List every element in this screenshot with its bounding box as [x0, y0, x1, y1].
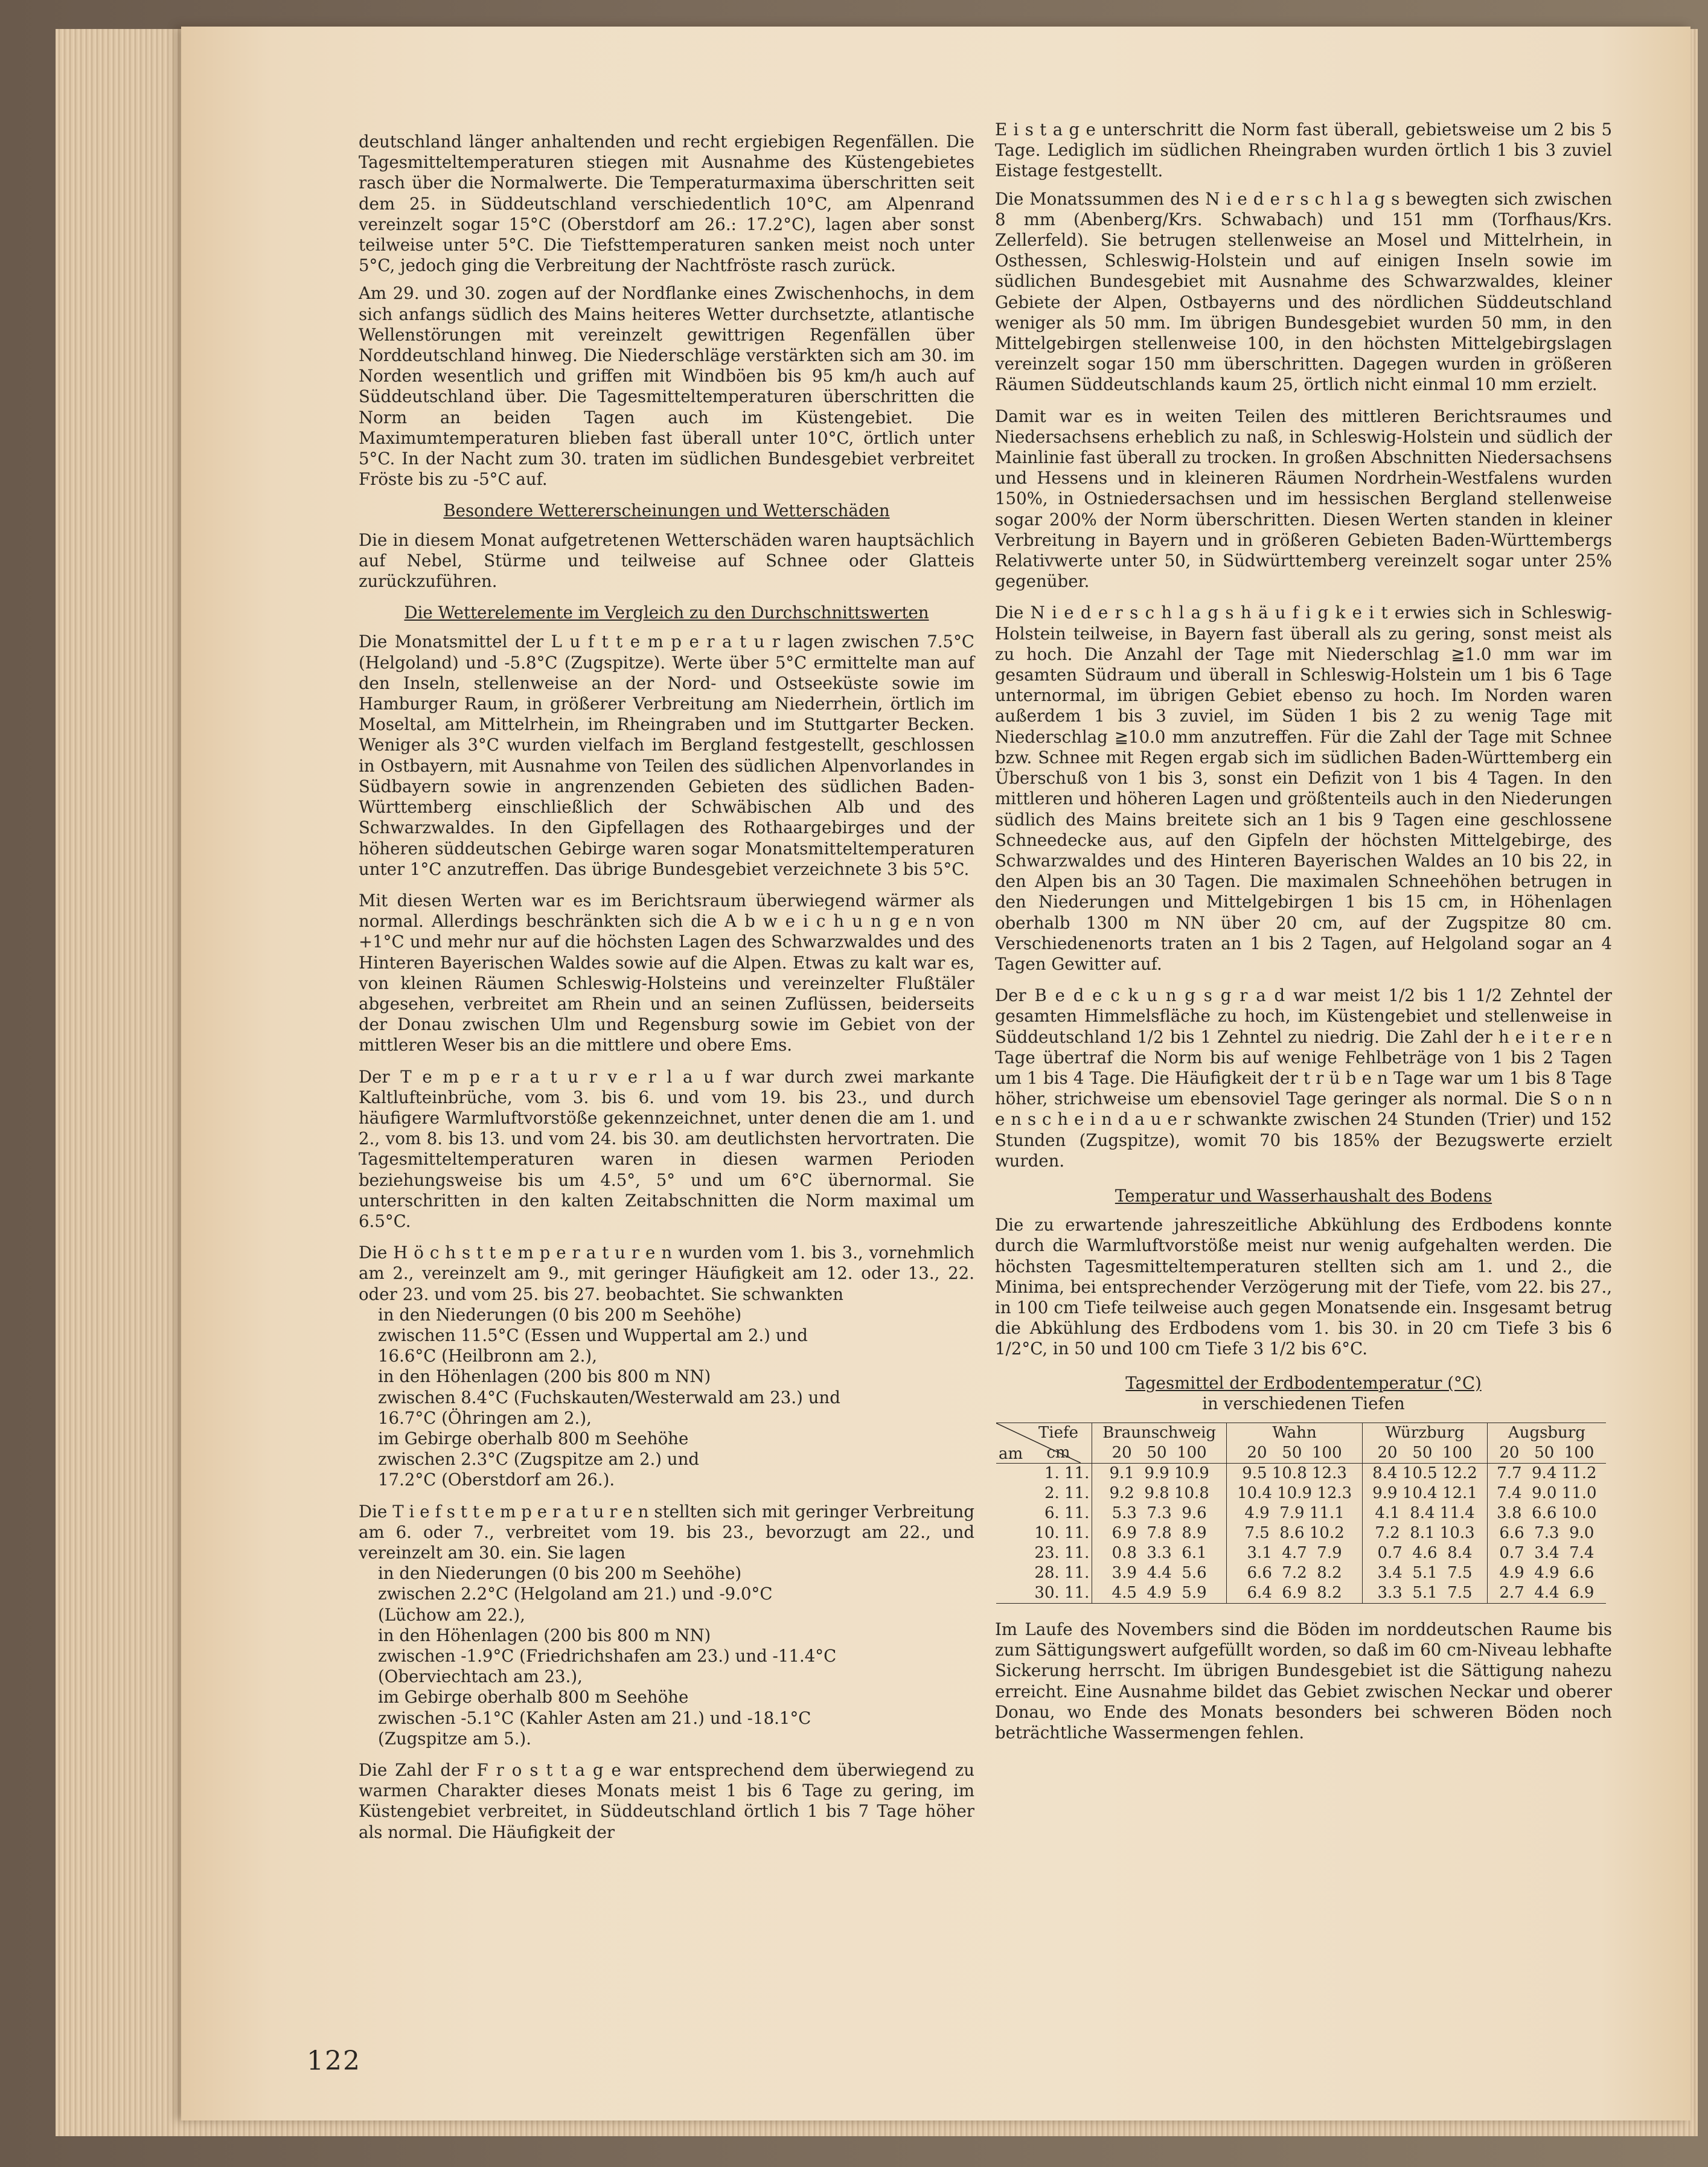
paragraph: Die H ö c h s t t e m p e r a t u r e n wurden vom 1. bis 3., vornehmlich am 2., vereinzelt am 9., mit geringer Häufigkeit am 12. oder 13., 22. oder 23. und vom 25. bis 27. beobachtet. Sie schwankten — [359, 1243, 974, 1304]
value-cell: 7.5 8.6 10.2 — [1226, 1523, 1362, 1543]
value-cell: 9.5 10.8 12.3 — [1226, 1463, 1362, 1484]
page-number: 122 — [307, 2046, 361, 2076]
list-line: in den Niederungen (0 bis 200 m Seehöhe) — [378, 1563, 742, 1584]
list-line: in den Niederungen (0 bis 200 m Seehöhe) — [378, 1304, 742, 1325]
table-row — [996, 1503, 1606, 1523]
paragraph: Der T e m p e r a t u r v e r l a u f war durch zwei markante Kaltlufteinbrüche, vom 3. bis 6. und vom 19. bis 23., und durch häufigere Warmluftvorstöße gekennzeichnet, unter denen die am 1. und 2., vom 8. bis 13. und vom 24. bis 30. am deutlichsten hervortraten. Die Tagesmitteltemperaturen waren in diesen warmen Perioden beziehungsweise bis um 4.5°, 5° und um 6°C übernormal. Sie unterschritten in den kalten Zeitabschnitten die Norm maximal um 6.5°C. — [359, 1066, 974, 1231]
corner-depth-text: Tiefe — [1038, 1423, 1078, 1442]
value-cell: 3.1 4.7 7.9 — [1226, 1543, 1362, 1563]
date-cell: 30. 11. — [996, 1583, 1092, 1604]
list-line: in den Höhenlagen (200 bis 800 m NN) — [378, 1366, 711, 1387]
corner-date-label: am — [999, 1444, 1023, 1463]
value-cell: 6.6 7.3 9.0 — [1487, 1523, 1606, 1543]
corner-depth-label — [1038, 1423, 1078, 1463]
paragraph: Die Zahl der F r o s t t a g e war entsprechend dem überwiegend zu warmen Charakter dieses Monats meist 1 bis 6 Tage zu gering, im Küstengebiet verbreitet, in Süddeutschland örtlich 1 bis 7 Tage höher als normal. Die Häufigkeit der — [359, 1760, 974, 1842]
table-corner — [996, 1423, 1092, 1463]
date-cell: 2. 11. — [1044, 1484, 1090, 1502]
value-cell: 8.4 10.5 12.2 — [1363, 1463, 1488, 1484]
left-column — [359, 132, 974, 1854]
value-cell: 6.9 7.8 8.9 — [1092, 1523, 1227, 1543]
value-cell: 3.3 5.1 7.5 — [1363, 1583, 1488, 1604]
list-line: 17.2°C (Oberstdorf am 26.). — [378, 1470, 615, 1490]
paragraph: Am 29. und 30. zogen auf der Nordflanke eines Zwischenhochs, in dem sich anfangs südlich des Mains heiteres Wetter durchsetzte, atlantische Wellenstörungen mit vereinzelt gewittrigen Regenfällen über Norddeutschland hinweg. Die Niederschläge verstärkten sich am 30. im Norden wesentlich und griffen mit Windböen bis 95 km/h auch auf Süddeutschland über. Die Tagesmitteltemperaturen überschritten die Norm an beiden Tagen auch im Küstengebiet. Die Maximumtemperaturen blieben fast überall unter 10°C, örtlich unter 5°C. In der Nacht zum 30. traten im südlichen Bundesgebiet verbreitet Fröste bis zu -5°C auf. — [359, 283, 974, 490]
paragraph: Die in diesem Monat aufgetretenen Wetterschäden waren hauptsächlich auf Nebel, Stürme und teilweise auf Schnee oder Glatteis zurückzuführen. — [359, 530, 974, 592]
list-line: im Gebirge oberhalb 800 m Seehöhe — [378, 1428, 689, 1448]
paragraph: Mit diesen Werten war es im Berichtsraum überwiegend wärmer als normal. Allerdings beschränkten sich die A b w e i c h u n g e n von +1°C und mehr nur auf die höchsten Lagen des Schwarzwaldes und des Hinteren Bayerischen Waldes sowie auf die Alpen. Etwas zu kalt war es, von kleinen Räumen Schleswig-Holsteins und vereinzelter Flußtäler abgesehen, verbreitet am Rhein und an seinen Zuflüssen, beiderseits der Donau zwischen Ulm und Regensburg sowie im Gebiet von der mittleren Weser bis an die mittlere und obere Ems. — [359, 890, 974, 1055]
paragraph: deutschland länger anhaltenden und recht ergiebigen Regenfällen. Die Tagesmitteltemperaturen stiegen mit Ausnahme des Küstengebietes rasch über die Normalwerte. Die Temperaturmaxima überschritten seit dem 25. in Süddeutschland verschiedentlich 10°C, am Alpenrand vereinzelt sogar 15°C (Oberstdorf am 26.: 17.2°C), lagen aber sonst teilweise unter 5°C. Die Tiefsttemperaturen sanken meist noch unter 5°C, jedoch ging die Verbreitung der Nachtfröste rasch zurück. — [359, 132, 974, 276]
table-subtitle: in verschiedenen Tiefen — [1202, 1393, 1405, 1413]
value-cell: 7.7 9.4 11.2 — [1487, 1463, 1606, 1484]
paragraph: Die Monatsmittel der L u f t t e m p e r a t u r lagen zwischen 7.5°C (Helgoland) und -5.8°C (Zugspitze). Werte über 5°C ermittelte man auf den Inseln, stellenweise an der Nord- und Ostseeküste sowie im Hamburger Raum, in größerer Verbreitung am Niederrhein, örtlich im Moseltal, am Mittelrhein, im Rheingraben und im Stuttgarter Becken. Weniger als 3°C wurden vielfach im Bergland festgestellt, geschlossen in Ostbayern, mit Ausnahme von Teilen des südlichen Alpenvorlandes in Südbayern sowie in angrenzenden Gebieten des südlichen Baden-Württemberg einschließlich der Schwäbischen Alb und des Schwarzwaldes. In den Gipfellagen des Rothaargebirges und der höheren süddeutschen Gebirge waren sogar Monatsmitteltemperaturen unter 1°C anzutreffen. Das übrige Bundesgebiet verzeichnete 3 bis 5°C. — [359, 632, 974, 879]
table-row — [996, 1523, 1606, 1543]
date-cell: 10. 11. — [1034, 1523, 1090, 1542]
depth-header: 20 50 100 — [1092, 1443, 1227, 1464]
value-cell: 6.4 6.9 8.2 — [1226, 1583, 1362, 1604]
paragraph: Die Monatssummen des N i e d e r s c h l a g s bewegten sich zwischen 8 mm (Abenberg/Krs. Schwabach) und 151 mm (Torfhaus/Krs. Zellerfeld). Sie betrugen stellenweise an Mosel und Mittelrhein, in Osthessen, Schleswig-Holstein und auf einigen Inseln sowie im südlichen Bundesgebiet mit Ausnahme des Schwarzwaldes, kleiner Gebiete der Alpen, Ostbayerns und des nördlichen Süddeutschland weniger als 50 mm. Im übrigen Bundesgebiet wurden 50 mm, in den Mittelgebirgen stellenweise 100, in den höchsten Mittelgebirgslagen vereinzelt sogar 150 mm überschritten. Dagegen wurden in größeren Räumen Süddeutschlands kaum 25, örtlich nicht einmal 10 mm erzielt. — [995, 188, 1612, 395]
section-heading: Besondere Wettererscheinungen und Wetterschäden — [443, 501, 890, 521]
station-header: Würzburg — [1363, 1423, 1488, 1443]
value-cell: 10.4 10.9 12.3 — [1226, 1484, 1362, 1503]
depth-header: 20 50 100 — [1487, 1443, 1606, 1464]
value-cell: 7.2 8.1 10.3 — [1363, 1523, 1488, 1543]
soil-temperature-table — [996, 1423, 1606, 1604]
section-heading: Temperatur und Wasserhaushalt des Bodens — [1115, 1185, 1492, 1206]
date-cell: 6. 11. — [1044, 1503, 1090, 1522]
value-cell: 2.7 4.4 6.9 — [1487, 1583, 1606, 1604]
value-cell: 4.9 4.9 6.6 — [1487, 1563, 1606, 1583]
list-line: in den Höhenlagen (200 bis 800 m NN) — [378, 1625, 711, 1645]
value-cell: 9.2 9.8 10.8 — [1092, 1484, 1227, 1503]
list-line: zwischen 2.3°C (Zugspitze am 2.) und — [378, 1449, 700, 1470]
paragraph: Die N i e d e r s c h l a g s h ä u f i g k e i t erwies sich in Schleswig-Holstein teilweise, in Bayern fast überall als zu gering, sonst meist als zu hoch. Die Anzahl der Tage mit Niederschlag ≧1.0 mm war im gesamten Südraum und überall in Schleswig-Holstein um 1 bis 6 Tage unternormal, im übrigen Gebiet ebenso zu hoch. Im Norden waren außerdem 1 bis 3 zuviel, im Süden 1 bis 2 zu wenig Tage mit Niederschlag ≧10.0 mm anzutreffen. Für die Zahl der Tage mit Schnee bzw. Schnee mit Regen ergab sich im südlichen Baden-Württemberg ein Überschuß von 1 bis 3, sonst ein Defizit von 1 bis 4 Tagen. In den mittleren und höheren Lagen und größtenteils auch in den Niederungen südlich des Mains breitete sich an 1 bis 9 Tagen eine geschlossene Schneedecke aus, auf den Gipfeln der höchsten Mittelgebirge, des Schwarzwaldes und des Hinteren Bayerischen Waldes an 10 bis 22, in den Alpen bis an 30 Tagen. Die maximalen Schneehöhen betrugen in den Niederungen und Mittelgebirgen 1 bis 15 cm, in Höhenlagen oberhalb 1300 m NN über 20 cm, auf der Zugspitze 80 cm. Verschiedenenorts traten an 1 bis 2 Tagen, auf Helgoland sogar an 4 Tagen Gewitter auf. — [995, 603, 1612, 974]
paragraph: Die T i e f s t t e m p e r a t u r e n stellten sich mit geringer Verbreitung am 6. oder 7., verbreitet vom 19. bis 23., bevorzugt am 22., und vereinzelt am 30. ein. Sie lagen — [359, 1501, 974, 1563]
value-cell: 0.7 3.4 7.4 — [1487, 1543, 1606, 1563]
value-cell: 0.8 3.3 6.1 — [1092, 1543, 1227, 1563]
section-heading: Die Wetterelemente im Vergleich zu den Durchschnittswerten — [404, 603, 929, 623]
list-line: zwischen -5.1°C (Kahler Asten am 21.) und -18.1°C — [378, 1708, 811, 1728]
value-cell: 9.1 9.9 10.9 — [1092, 1463, 1227, 1484]
list-line: (Oberviechtach am 23.), — [378, 1666, 583, 1687]
table-row — [996, 1563, 1606, 1583]
table-row — [996, 1543, 1606, 1563]
table-row — [996, 1463, 1606, 1484]
value-cell: 9.9 10.4 12.1 — [1363, 1484, 1488, 1503]
list-line: zwischen 11.5°C (Essen und Wuppertal am 2.) und — [378, 1325, 808, 1345]
value-cell: 3.4 5.1 7.5 — [1363, 1563, 1488, 1583]
value-cell: 4.5 4.9 5.9 — [1092, 1583, 1227, 1604]
list-line: zwischen 8.4°C (Fuchskauten/Westerwald am 23.) und — [378, 1387, 840, 1407]
list-line: 16.6°C (Heilbronn am 2.), — [378, 1346, 597, 1366]
value-cell: 6.6 7.2 8.2 — [1226, 1563, 1362, 1583]
max-temperature-list — [359, 1305, 974, 1491]
value-cell: 3.8 6.6 10.0 — [1487, 1503, 1606, 1523]
list-line: 16.7°C (Öhringen am 2.), — [378, 1407, 592, 1428]
list-line: zwischen -1.9°C (Friedrichshafen am 23.) und -11.4°C — [378, 1646, 837, 1666]
station-header: Wahn — [1226, 1423, 1362, 1443]
min-temperature-list — [359, 1563, 974, 1749]
date-cell: 1. 11. — [1044, 1464, 1090, 1482]
table-row — [996, 1583, 1606, 1604]
depth-header: 20 50 100 — [1363, 1443, 1488, 1464]
date-cell: 23. 11. — [1034, 1543, 1090, 1562]
paragraph: Die zu erwartende jahreszeitliche Abkühlung des Erdbodens konnte durch die Warmluftvorstöße meist nur wenig aufgehalten werden. Die höchsten Tagesmitteltemperaturen stellten sich am 1. und 2., die Minima, bei entsprechender Verzögerung mit der Tiefe, vom 22. bis 27., in 100 cm Tiefe teilweise auch gegen Monatsende ein. Insgesamt betrug die Abkühlung des Erdbodens vom 1. bis 30. in 20 cm Tiefe 3 bis 6 1/2°C, in 50 und 100 cm Tiefe 3 1/2 bis 6°C. — [995, 1215, 1612, 1359]
value-cell: 4.1 8.4 11.4 — [1363, 1503, 1488, 1523]
date-cell: 28. 11. — [1034, 1563, 1090, 1582]
paragraph: E i s t a g e unterschritt die Norm fast überall, gebietsweise um 2 bis 5 Tage. Lediglich im südlichen Rheingraben wurden örtlich 1 bis 3 zuviel Eistage festgestellt. — [995, 120, 1612, 181]
table-row — [996, 1484, 1606, 1503]
value-cell: 7.4 9.0 11.0 — [1487, 1484, 1606, 1503]
table-title: Tagesmittel der Erdbodentemperatur (°C) — [1125, 1372, 1482, 1393]
paragraph: Damit war es in weiten Teilen des mittleren Berichtsraumes und Niedersachsens erheblich zu naß, in Schleswig-Holstein und südlich der Mainlinie fast überall zu trocken. In großen Abschnitten Niedersachsens und Hessens und in kleineren Räumen Nordrhein-Westfalens wurden 150%, in Ostniedersachsen und im hessischen Bergland stellenweise sogar 200% der Norm überschritten. Diesen Werten standen in kleiner Verbreitung in Bayern und in größeren Gebieten Baden-Württembergs Relativwerte unter 50, in Südwürttemberg vereinzelt sogar unter 25% gegenüber. — [995, 406, 1612, 592]
paragraph: Im Laufe des Novembers sind die Böden im norddeutschen Raume bis zum Sättigungswert aufgefüllt worden, so daß im 60 cm-Niveau lebhafte Sickerung herrscht. Im übrigen Bundesgebiet ist die Sättigung nahezu erreicht. Eine Ausnahme bildet das Gebiet zwischen Neckar und oberer Donau, wo Ende des Monats besonders bei schweren Böden noch beträchtliche Wassermengen fehlen. — [995, 1619, 1612, 1743]
list-line: zwischen 2.2°C (Helgoland am 21.) und -9.0°C — [378, 1584, 773, 1604]
station-header: Augsburg — [1487, 1423, 1606, 1443]
value-cell: 5.3 7.3 9.6 — [1092, 1503, 1227, 1523]
right-column — [995, 120, 1612, 1754]
list-line: (Lüchow am 22.), — [378, 1604, 525, 1625]
value-cell: 0.7 4.6 8.4 — [1363, 1543, 1488, 1563]
paragraph: Der B e d e c k u n g s g r a d war meist 1/2 bis 1 1/2 Zehntel der gesamten Himmelsfläche zu hoch, im Küstengebiet und stellenweise in Süddeutschland 1/2 bis 1 Zehntel zu niedrig. Die Zahl der h e i t e r e n Tage übertraf die Norm bis auf wenige Fehlbeträge von 1 bis 2 Tagen um 1 bis 4 Tage. Die Häufigkeit der t r ü b e n Tage war um 1 bis 8 Tage höher, strichweise um ebensoviel Tage geringer als normal. Die S o n n e n s c h e i n d a u e r schwankte zwischen 24 Stunden (Trier) und 152 Stunden (Zugspitze), womit 70 bis 185% der Bezugswerte erzielt wurden. — [995, 985, 1612, 1171]
value-cell: 3.9 4.4 5.6 — [1092, 1563, 1227, 1583]
corner-unit-text: cm — [1046, 1443, 1070, 1462]
depth-header: 20 50 100 — [1226, 1443, 1362, 1464]
list-line: im Gebirge oberhalb 800 m Seehöhe — [378, 1687, 689, 1708]
table-header-row — [996, 1423, 1606, 1443]
station-header: Braunschweig — [1092, 1423, 1227, 1443]
list-line: (Zugspitze am 5.). — [378, 1728, 532, 1749]
value-cell: 4.9 7.9 11.1 — [1226, 1503, 1362, 1523]
